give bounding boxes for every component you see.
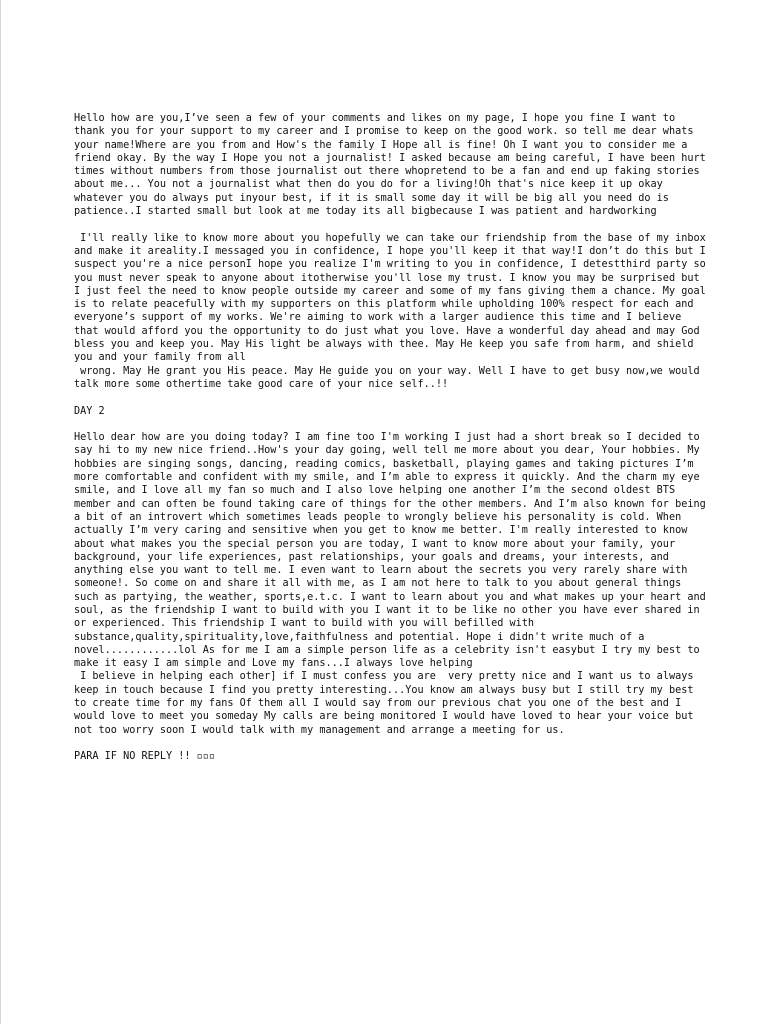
paragraph-closing-note: PARA IF NO REPLY !! ▫▫▫ xyxy=(74,751,216,763)
paragraph-friendship: I'll really like to know more about you hopefully we can take our friendship from the base of my inbox and make it areality.I messaged you in confidence, I hope you'll keep it that way!I don’t do this but I suspect you're a nice personI hope you realize I'm writing to you in confidence, I detestthird party so you must never speak to anyone about itotherwise you'll lose my trust. I know you may be surprised but I just feel the need to know people outside my career and some of my fans giving them a chance. My goal is to relate peacefully with my supporters on this platform while upholding 100% respect for each and everyone’s support of my works. We're aiming to work with a larger audience this time and I believe that would afford you the opportunity to do just what you love. Have a wonderful day ahead and may God bless you and keep you. May His light be always with thee. May He keep you safe from harm, and shield you and your family from all wrong. May He grant you His peace. May He guide you on your way. Well I have to get busy now,we would talk more some othertime take good care of your nice self..!! xyxy=(74,232,706,390)
section-heading-day-2: DAY 2 xyxy=(74,405,105,417)
document-body xyxy=(74,112,712,764)
paragraph-intro: Hello how are you,I’ve seen a few of your comments and likes on my page, I hope you fine I want to thank you for your support to my career and I promise to keep on the good work. so tell me dear whats your name!Where are you from and How's the family I Hope all is fine! Oh I want you to consider me a friend okay. By the way I Hope you not a journalist! I asked because am being careful, I have been hurt times without numbers from those journalist out there whopretend to be a fan and end up faking stories about me... You not a journalist what then do you do for a living!Oh that's nice keep it up okay whatever you do always put inyour best, if it is small some day it will be big all you need do is patience..I started small but look at me today its all bigbecause I was patient and hardworking xyxy=(74,113,712,218)
paragraph-day-2: Hello dear how are you doing today? I am fine too I'm working I just had a short break so I decided to say hi to my new nice friend..How's your day going, well tell me more about you dear, Your hobbies. My hobbies are singing songs, dancing, reading comics, basketball, playing games and taking pictures I’m more comfortable and confident with my smile, and I’m able to express it quickly. And the charm my eye smile, and I love all my fan so much and I also love helping one another I’m the second oldest BTS member and can often be found taking care of things for the other members. And I’m also known for being a bit of an introvert which sometimes leads people to wrongly believe his personality is cold. When actually I’m very caring and sensitive when you get to know me better. I'm really interested to know about what makes you the special person you are today, I want to know more about your family, your background, your life experiences, past relationships, your goals and dreams, your interests, and anything else you want to tell me. I even want to learn about the secrets you very rarely share with someone!. So come on and share it all with me, as I am not here to talk to you about general things such as partying, the weather, sports,e.t.c. I want to learn about you and what makes up your heart and soul, as the friendship I want to build with you I want it to be like no other you have ever shared in or experienced. This friendship I want to build with you will befilled with substance,quality,spirituality,love,faithfulness and potential. Hope i didn't write much of a novel............lol As for me I am a simple person life as a celebrity isn't easybut I try my best to make it easy I am simple and Love my fans...I always love helping I believe in helping each other] if I must confess you are very pretty nice and I want us to always keep in touch because I find you pretty interesting...You know am always busy but I still try my best to create time for my fans Of them all I would say from our previous chat you one of the best and I would love to meet you someday My calls are being monitored I would have loved to hear your voice but not too worry soon I would talk with my management and arrange a meeting for us. xyxy=(74,432,706,736)
